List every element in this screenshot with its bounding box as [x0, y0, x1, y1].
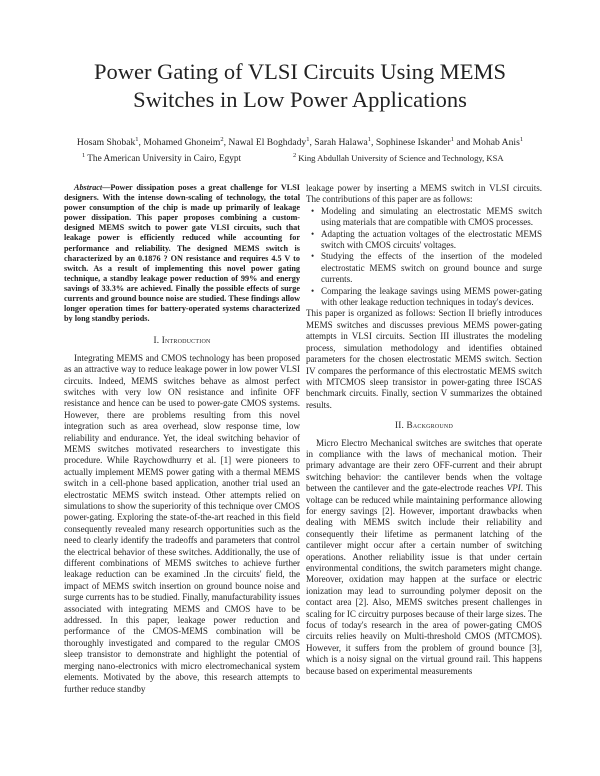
- left-column: [64, 183, 300, 695]
- background-paragraph: Micro Electro Mechanical switches are switches that operate in compliance with the laws of mechanical motion. Their primary advantage are their zero OFF-current and their abrupt switching behavior: the cantilever bends when the voltage between the cantilever and the gate-electrode reaches VPI. This voltage can be reduced while maintaining performance allowing for energy savings [2]. However, important drawbacks when dealing with MEMS switch include their reliability and consequently their lifetime as permanent latching of the cantilever might occur after a certain number of switching operations. Another reliability issue is that under certain environmental conditions, the switch parameters might change. Moreover, oxidation may happen at the surface or electric ionization may lead to surrounding polymer deposit on the contact area [2]. Also, MEMS switches present challenges in scaling for IC circuitry purposes because of their large sizes. The focus of today's research in the area of power-gating CMOS circuits relies heavily on Multi-threshold CMOS (MTCMOS). However, it suffers from the problem of ground bounce [3], which is a noisy signal on the virtual ground rail. This happens because based on experimental measurements: [306, 437, 542, 676]
- author-list: [24, 134, 576, 149]
- author: Hosam Shobak$^1$,: [76, 136, 144, 148]
- list-item: • Comparing the leakage savings using MEMS power-gating with other leakage reduction techniques in today's devices.: [311, 285, 542, 308]
- paper-title: [40, 58, 560, 114]
- contributions-list: [306, 206, 542, 309]
- author: Nawal El Boghdady$^1$,: [228, 136, 315, 148]
- author: Sophinese Iskander$^1$ and: [375, 136, 473, 148]
- author: Sarah Halawa$^1$,: [314, 136, 376, 148]
- affiliation-1: $^1$ The American University in Cairo, Egypt: [82, 152, 242, 164]
- title-line-1: Power Gating of VLSI Circuits Using MEMS: [93, 59, 507, 84]
- introduction-paragraph: Integrating MEMS and CMOS technology has been proposed as an attractive way to reduce leakage power in low power VLSI circuits. Indeed, MEMS switches behave as almost perfect switches with very low ON resistance and infinite OFF resistance and hence can be used to power-gate CMOS systems. However, there are problems resulting from this novel integration such as area overhead, slow response time, low reliability and endurance. Yet, the ideal switching behavior of MEMS switches motivated researchers to investigate this procedure. While Raychowdhurry et al. [1] were pioneers to actually implement MEMS power gating with a thermal MEMS switch in a cell-phone based application, another trial used an electrostatic MEMS switch instead. Other attempts relied on simulations to show the superiority of this technique over CMOS power-gating. Exploring the state-of-the-art reached in this field consequently revealed many research opportunities such as the need to clearly identify the tradeoffs and parameters that control the electrical behavior of these switches. Additionally, the use of different combinations of MEMS switches to achieve further leakage reduction can be examined .In the circuits' field, the impact of MEMS switch insertion on ground bounce noise and surge currents has to be studied. Finally, manufacturability issues associated with integrating MEMS and CMOS have to be addressed. In this paper, leakage power reduction and performance of the CMOS-MEMS combination will be thoroughly investigated and compared to the regular CMOS sleep transistor to demonstrate and highlight the potential of merging nano-electronics with micro electromechanical system elements. Motivated by the above, this research attempts to further reduce standby: [64, 352, 300, 694]
- affiliation-2: $^2$ King Abdullah University of Science and Technology, KSA: [293, 152, 504, 163]
- list-item: • Adapting the actuation voltages of the electrostatic MEMS switch with CMOS circuits' voltages.: [311, 228, 542, 251]
- title-line-2: Switches in Low Power Applications: [133, 87, 467, 112]
- organization-paragraph: This paper is organized as follows: Section II briefly introduces MEMS switches and discusses previous MEMS power-gating attempts in VLSI circuits. Section III illustrates the modeling process, simulation methodology and identifies obtained parameters for the chosen electrostatic MEMS switch. Section IV compares the performance of this electrostatic MEMS switch with MTCMOS sleep transistor in power-gating three ISCAS benchmark circuits. Finally, section V summarizes the obtained results.: [306, 308, 542, 410]
- intro-continuation: leakage power by inserting a MEMS switch in VLSI circuits. The contributions of this paper are as follows:: [306, 183, 542, 205]
- list-item: • Modeling and simulating an electrostatic MEMS switch using materials that are compatible with CMOS processes.: [311, 205, 542, 228]
- author: Mohab Anis$^1$: [472, 136, 524, 148]
- list-item: • Studying the effects of the insertion of the modeled electrostatic MEMS switch on ground bounce and surge currents.: [311, 251, 542, 285]
- author: Mohamed Ghoneim$^2$,: [143, 136, 229, 148]
- section-heading-background: II. Background: [395, 420, 453, 431]
- vpi-symbol: VPI: [506, 483, 521, 494]
- abstract: Abstract—Power dissipation poses a great challenge for VLSI designers. With the intense down-scaling of technology, the total power consumption of the chip is made up primarily of leakage power dissipation. This paper proposes combining a custom-designed MEMS switch to power gate VLSI circuits, such that leakage power is efficiently reduced while accounting for performance and reliability. The designed MEMS switch is characterized by an 0.1876 ? ON resistance and requires 4.5 V to switch. As a result of implementing this novel power gating technique, a standby leakage power reduction of 99% and energy savings of 33.3% are achieved. Finally the possible effects of surge currents and ground bounce noise are studied. These findings allow longer operation times for battery-operated systems characterized by long standby periods.: [64, 183, 300, 324]
- section-heading-introduction: I. Introduction: [153, 335, 211, 346]
- right-column: [306, 183, 542, 677]
